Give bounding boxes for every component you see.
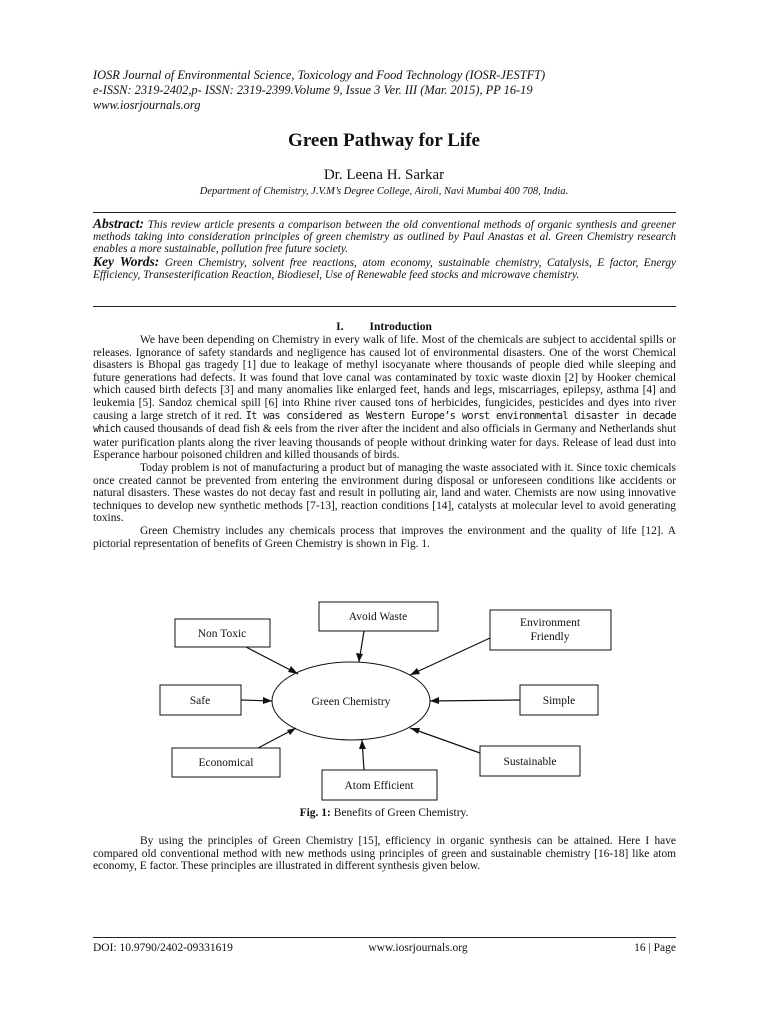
- arrow-simple: [430, 700, 520, 701]
- intro-p1-part-c: caused thousands of dead fish & eels from the river after the incident and also officials in Germany and Netherlands shut water purification plants along the river leaving thousands of people without drinking water for days. Release of lead dust into Esperance harbour poisoned children and killed thousands of birds.: [93, 423, 676, 462]
- keywords-text: Green Chemistry, solvent free reactions, atom economy, sustainable chemistry, Catalysis, E factor, Energy Efficiency, Transesterification Reaction, Biodiesel, Use of Renewable feed stocks and microwave chemistry.: [93, 256, 676, 281]
- arrowhead-non-toxic: [288, 666, 298, 674]
- abstract: [93, 218, 676, 281]
- arrowhead-safe: [263, 697, 272, 704]
- keywords-label: Key Words:: [93, 253, 160, 269]
- figure-caption: [0, 807, 768, 819]
- footer-rule: [93, 937, 676, 938]
- intro-p1-part-a: We have been depending on Chemistry in every walk of life. Most of the chemicals are subject to accidental spills or releases. Ignorance of safety standards and negligence has caused lot of environmental disasters. One of the worst Chemical disasters is Bhopal gas tragedy [1] due to leakage of methyl isocyanate where thousands of people died while sleeping and future generations had defects. It was found that love canal was contaminated by toxic waste dioxin [2] by Hooker chemical which caused birth defects [3] and many anomalies like enlarged feet, hands and legs, miscarriages, epilepsy, asthma [4] and leukemia [5]. Sandoz chemical spill [6] into Rhine river caused tons of herbicides, fungicides, pesticides and dyes into river causing a large stretch of it red.: [93, 334, 676, 422]
- box-environment-friendly: [490, 610, 611, 650]
- intro-paragraph-3: Green Chemistry includes any chemicals process that improves the environment and the quality of life [12]. A pictorial representation of benefits of Green Chemistry is shown in Fig. 1.: [93, 524, 676, 550]
- journal-issn: e-ISSN: 2319-2402,p- ISSN: 2319-2399.Volume 9, Issue 3 Ver. III (Mar. 2015), PP 16-19: [93, 83, 533, 97]
- abstract-paragraph: [93, 218, 676, 256]
- label-sustainable: Sustainable: [503, 756, 557, 768]
- after-figure-paragraph: By using the principles of Green Chemistry [15], efficiency in organic synthesis can be attained. Here I have compared old conventional method with new methods using principles of green and sustainable chemistry [16-18] like atom economy, E factor. These principles are illustrated in different synthesis given below.: [93, 835, 676, 873]
- section-heading: [0, 321, 768, 333]
- arrowhead-atom-efficient: [359, 740, 366, 749]
- journal-website: www.iosrjournals.org: [93, 98, 201, 112]
- arrowhead-environment-friendly: [410, 668, 420, 675]
- label-simple: Simple: [542, 695, 576, 707]
- label-avoid-waste: Avoid Waste: [348, 611, 408, 623]
- footer-doi: DOI: 10.9790/2402-09331619: [93, 942, 233, 954]
- label-environment-line-1: Environment: [519, 617, 581, 629]
- section-title: Introduction: [369, 321, 432, 333]
- paper-title: Green Pathway for Life: [288, 130, 480, 151]
- abstract-bottom-rule: [93, 306, 676, 307]
- author-affiliation: Department of Chemistry, J.V.M’s Degree College, Airoli, Navi Mumbai 400 708, India.: [199, 186, 569, 197]
- journal-title: IOSR Journal of Environmental Science, Toxicology and Food Technology (IOSR-JESTFT): [93, 68, 546, 82]
- arrowhead-sustainable: [410, 728, 420, 734]
- arrowhead-economical: [287, 728, 296, 735]
- label-economical: Economical: [198, 757, 254, 769]
- label-center: Green Chemistry: [311, 696, 391, 708]
- abstract-text: This review article presents a comparison between the old conventional methods of organic synthesis and greener methods taking into consideration principles of green chemistry as outlined by Paul Anastas et al. Green Chemistry research enables a more sustainable, pollution free future society.: [93, 219, 676, 256]
- keywords-paragraph: [93, 253, 676, 281]
- section-number: I.: [336, 321, 344, 333]
- intro-text: [93, 334, 676, 550]
- after-figure-text: [93, 835, 676, 873]
- figure-caption-text: Benefits of Green Chemistry.: [330, 807, 469, 819]
- footer-page-number: 16 | Page: [634, 942, 676, 954]
- arrow-sustainable: [410, 728, 480, 753]
- arrowhead-simple: [430, 697, 439, 704]
- label-environment-line-2: Friendly: [530, 631, 570, 643]
- label-safe: Safe: [189, 695, 211, 707]
- abstract-label: Abstract:: [93, 216, 145, 231]
- abstract-top-rule: [93, 212, 676, 213]
- label-atom-efficient: Atom Efficient: [344, 780, 414, 792]
- arrowhead-avoid-waste: [356, 653, 363, 662]
- green-chemistry-diagram: [150, 598, 630, 803]
- intro-paragraph-2: Today problem is not of manufacturing a product but of managing the waste associated with it. Since toxic chemicals once created cannot be prevented from entering the environment during disposal or unforeseen conditions like accidents or natural disasters. These wastes do not decay fast and result in polluting air, land and water. Chemists are now using innovative techniques to develop new synthetic methods [7-13], reaction conditions [14], catalysts at molecular level to avoid generating toxins.: [93, 461, 676, 525]
- intro-p1-part-b: It was considered as Western Europe’s worst environmental disaster in decade which: [93, 410, 676, 436]
- intro-paragraph-1: [93, 334, 676, 462]
- footer-website: www.iosrjournals.org: [368, 942, 468, 954]
- arrow-environment-friendly: [410, 638, 490, 675]
- label-non-toxic: Non Toxic: [197, 628, 247, 640]
- figure-caption-label: Fig. 1:: [299, 807, 331, 819]
- author-name: Dr. Leena H. Sarkar: [323, 167, 445, 183]
- journal-header: [93, 68, 545, 113]
